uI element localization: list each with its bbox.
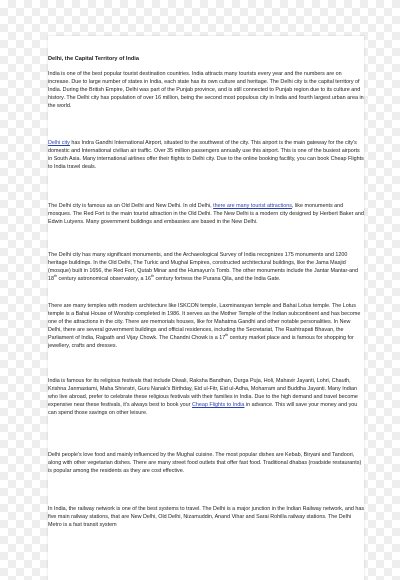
paragraph-railway-text: In India, the railway network is one of the best systems to travel. The Delhi is a major junction in the Indian Railway network, and has five main railway stations, that are New Delhi, Old Delhi, Nizamuddin, Anand Vihar and Sarai Rohilla railway stations. The Delhi Metro is a fast transit system — [48, 506, 364, 529]
paragraph-old-new-delhi-text-a: The Delhi city is famous as an Old Delhi and New Delhi. In old Delhi, — [48, 203, 214, 209]
paragraph-festivals-text-b: in advance. This will save your money and you can spend those savings on other leisure. — [48, 402, 358, 417]
tourist-attractions-link[interactable]: there are many tourist attractions — [213, 203, 292, 209]
paragraph-railway — [48, 505, 364, 529]
paragraph-food — [48, 451, 364, 475]
paragraph-festivals — [48, 377, 364, 417]
superscript-th: th — [150, 274, 154, 279]
cheap-flights-link[interactable]: Cheap Flights to India — [191, 402, 245, 409]
paragraph-old-new-delhi — [48, 202, 364, 226]
delhi-city-link[interactable]: Delhi city — [48, 140, 70, 146]
document-page — [48, 36, 364, 580]
paragraph-old-new-delhi-text-b: , like monuments and mosques. The Red Fort is the main tourist attraction in the Old Delhi. The New Delhi is a modern city designed by Herbert Baker and Edwin Lutyens. Many government buildings and embassies are based in the New Delhi. — [48, 203, 364, 226]
paragraph-temples-text-a: There are many temples with modern architecture like ISKCON temple, Laxminarayan temple and Bahai Lotus temple. The Lotus temple is a Bahai House of Worship completed in 1986. It serves as the Mother Temple of the Indian subcontinent and has become one of the attractions in the city. There are memorials houses, like for Mahatma Gandhi and other notable personalities. In New Delhi, there are several government buildings and official residences, including the Secretariat, The Rashtrapati Bhavan, the Parliament of India, Rajpath and Vijay Chowk. The Chandni Chowk is a 17 — [48, 303, 361, 342]
paragraph-temples-text-b: century market place and is famous for shopping for jewellery, crafts and dresses. — [48, 335, 354, 350]
paragraph-monuments-text-b: century astronomical observatory, a 16 — [57, 276, 151, 283]
paragraph-airport-text: has Indra Gandhi International Airport, situated to the southwest of the city. This airport is the main gateway for the city's domestic and International civilian air traffic. Over 35 million passengers annually use this airport. This is one of the busiest airports in South Asia. Many international airlines offer their flights to Delhi city. Due to the online booking facility, you can book Cheap Flights to India travel deals. — [48, 140, 364, 171]
paragraph-airport — [48, 139, 364, 171]
paragraph-intro-text: India is one of the best popular tourist destination countries. India attracts many tourists every year and the numbers are on increase. Due to large number of states in India, each state has its own culture and heritage. The Delhi city is the capital territory of India. During the British Empire, Delhi was part of the Punjab province, and is still connected to Punjab region due to its culture and history. The Delhi city has population of over 16 million, being the second most populous city in India and fourth largest urban area in the world. — [48, 71, 364, 110]
paragraph-temples — [48, 302, 364, 351]
paragraph-food-text: Delhi people's love food and mainly influenced by the Mughal cuisine. The most popular dishes are Kebab, Biryani and Tandoori, along with other vegetarian dishes. There are many street food outlets that offer fast food. Traditional dhabas (roadside restaurants) is popular among the residents as they are cost effective. — [48, 452, 362, 475]
superscript-th: th — [225, 333, 229, 338]
document-title: Delhi, the Capital Territory of India — [48, 56, 139, 62]
paragraph-festivals-text-a: India is famous for its religious festivals that include Diwali, Raksha Bandhan, Durga Puja, Holi, Mahavir Jayanti, Lohri, Chauth, Krishna Janmastami, Maha Shivratri, Guru Nanak's Birthday, Eid ul-Fitr, Eid ul-Adha, Moharram and Buddha Jayanti. Many Indian who live abroad, prefer to celebrate these religious festivals with their families in India. Due to the high demand and travel become expensive near these festivals, it's always best to book your — [48, 378, 358, 409]
paragraph-monuments-text-a: The Delhi city has many significant monuments, and the Archaeological Survey of India recognizes 175 monuments and 1200 heritage buildings. In the Old Delhi, The Turkic and Mughal Empires, constructed architectural buildings, like the Jama Masjid (mosque) built in 1656, the Red Fort, Qutab Minar and the Humayun's Tomb. The other monuments include the Jantar Mantar-and 18 — [48, 252, 359, 283]
superscript-th: th — [54, 274, 57, 279]
paragraph-monuments — [48, 251, 364, 283]
paragraph-monuments-text-c: century fortress the Purana Qila, and the India Gate. — [153, 276, 281, 283]
paragraph-intro — [48, 70, 364, 110]
